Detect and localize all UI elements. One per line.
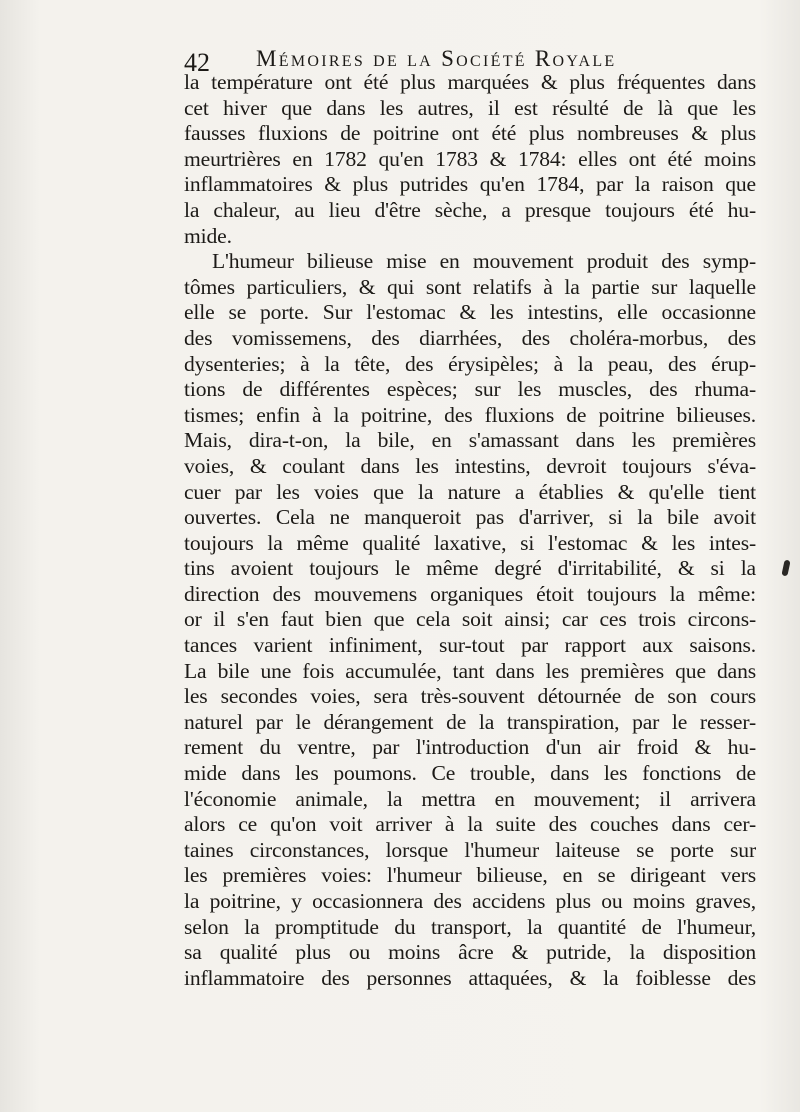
text-line: cet hiver que dans les autres, il est résulté de là que les [184,95,756,120]
text-line: naturel par le dérangement de la transpiration, par le resser- [184,709,756,734]
text-line: ouvertes. Cela ne manqueroit pas d'arriver, si la bile avoit [184,505,756,530]
text-line: l'économie animale, la mettra en mouvement; il arrivera [184,786,756,811]
text-line: tances varient infiniment, sur-tout par rapport aux saisons. [184,633,756,658]
paragraph-1 [184,70,756,249]
text-line: alors ce qu'on voit arriver à la suite des couches dans cer- [184,812,756,837]
text-line: les secondes voies, sera très-souvent détournée de son cours [184,684,756,709]
text-line: elle se porte. Sur l'estomac & les intestins, elle occasionne [184,300,756,325]
text-line: La bile une fois accumulée, tant dans les premières que dans [184,658,756,683]
text-line: Mais, dira-t-on, la bile, en s'amassant dans les premières [184,428,756,453]
text-line: tins avoient toujours le même degré d'irritabilité, & si la [184,556,756,581]
text-line: tions de différentes espèces; sur les muscles, des rhuma- [184,377,756,402]
text-line: cuer par les voies que la nature a établies & qu'elle tient [184,479,756,504]
text-line: direction des mouvemens organiques étoit toujours la même: [184,581,756,606]
text-line: inflammatoires & plus putrides qu'en 1784, par la raison que [184,172,756,197]
text-line: selon la promptitude du transport, la quantité de l'humeur, [184,914,756,939]
text-line: meurtrières en 1782 qu'en 1783 & 1784: elles ont été moins [184,146,756,171]
text-line: fausses fluxions de poitrine ont été plus nombreuses & plus [184,121,756,146]
text-line: tômes particuliers, & qui sont relatifs à la partie sur laquelle [184,274,756,299]
text-line: taines circonstances, lorsque l'humeur laiteuse se porte sur [184,837,756,862]
text-line: rement du ventre, par l'introduction d'un air froid & hu- [184,735,756,760]
text-line: dysenteries; à la tête, des érysipèles; à la peau, des érup- [184,351,756,376]
text-line: la température ont été plus marquées & plus fréquentes dans [184,70,756,94]
text-line: or il s'en faut bien que cela soit ainsi; car ces trois circons- [184,607,756,632]
text-line: voies, & coulant dans les intestins, devroit toujours s'éva- [184,453,756,478]
text-line: tismes; enfin à la poitrine, des fluxions de poitrine bilieuses. [184,402,756,427]
paragraph-2 [184,249,756,991]
running-head: Mémoires de la Société Royale [256,46,617,71]
text-line: L'humeur bilieuse mise en mouvement produit des symp- [212,249,756,274]
text-line: les premières voies: l'humeur bilieuse, en se dirigeant vers [184,863,756,888]
text-line: des vomissemens, des diarrhées, des choléra-morbus, des [184,325,756,350]
text-line: la chaleur, au lieu d'être sèche, a presque toujours été hu- [184,197,756,222]
ink-blot [781,560,790,577]
body-text [184,70,756,991]
text-line: sa qualité plus ou moins âcre & putride, la disposition [184,940,756,965]
text-line: toujours la même qualité laxative, si l'estomac & les intes- [184,530,756,555]
text-line: mide dans les poumons. Ce trouble, dans les fonctions de [184,761,756,786]
text-line: mide. [184,223,232,248]
text-line: inflammatoire des personnes attaquées, & la foiblesse des [184,965,756,990]
text-line: la poitrine, y occasionnera des accidens plus ou moins graves, [184,889,756,913]
page-number: 42 [184,48,210,77]
